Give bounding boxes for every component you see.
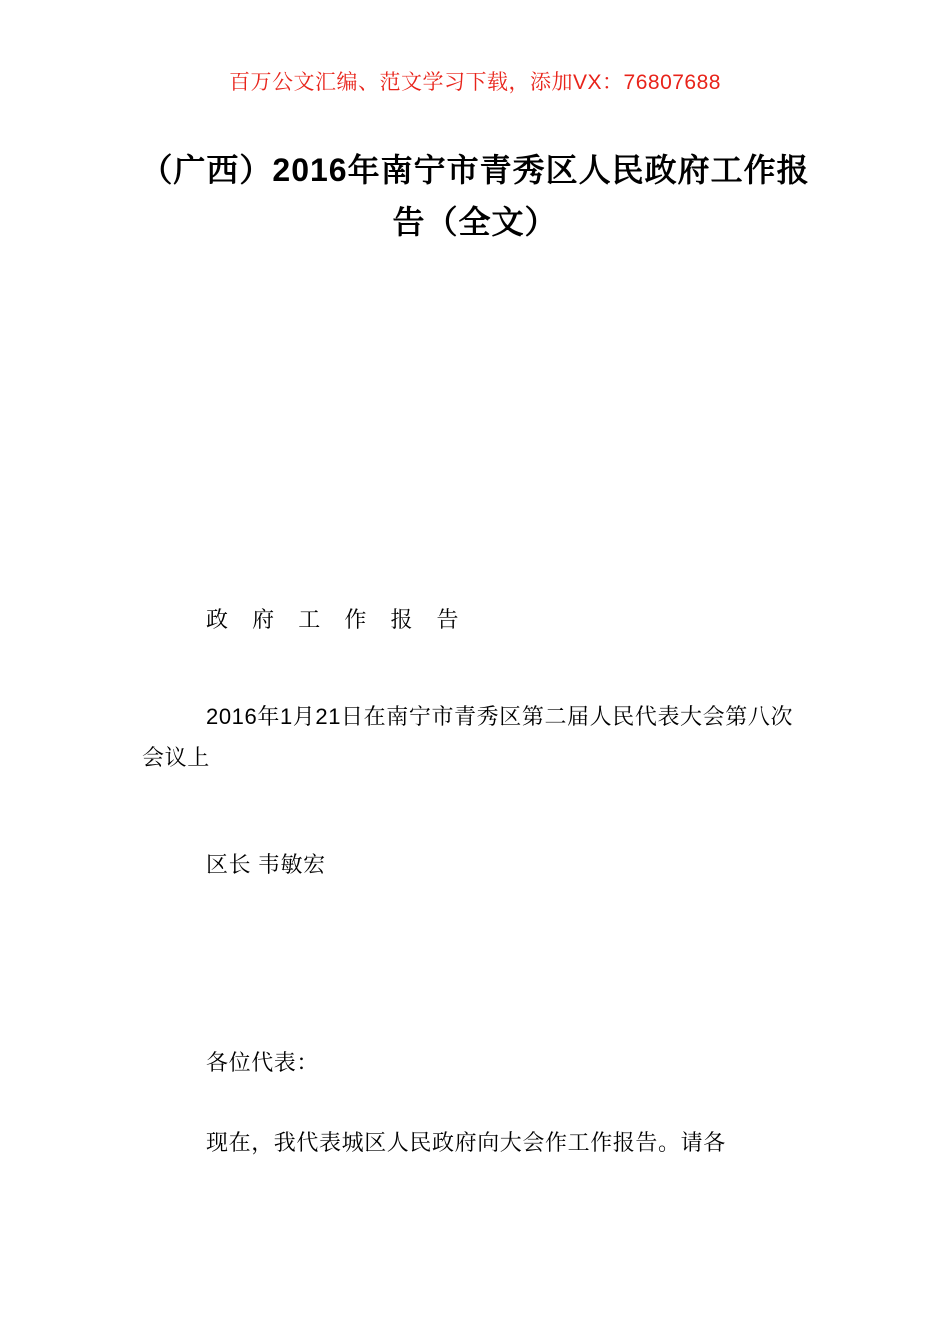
page-title: （广西）2016年南宁市青秀区人民政府工作报告（全文） bbox=[140, 152, 810, 240]
opening-paragraph: 现在，我代表城区人民政府向大会作工作报告。请各 bbox=[206, 1130, 726, 1155]
meeting-info-paragraph: 2016年1月21日在南宁市青秀区第二届人民代表大会第八次会议上 bbox=[142, 704, 794, 770]
salutation-paragraph: 各位代表： bbox=[206, 1050, 320, 1075]
report-heading: 政 府 工 作 报 告 bbox=[206, 607, 468, 632]
watermark-text: 百万公文汇编、范文学习下载，添加VX：76807688 bbox=[229, 71, 721, 94]
speaker-paragraph: 区长 韦敏宏 bbox=[206, 852, 326, 877]
